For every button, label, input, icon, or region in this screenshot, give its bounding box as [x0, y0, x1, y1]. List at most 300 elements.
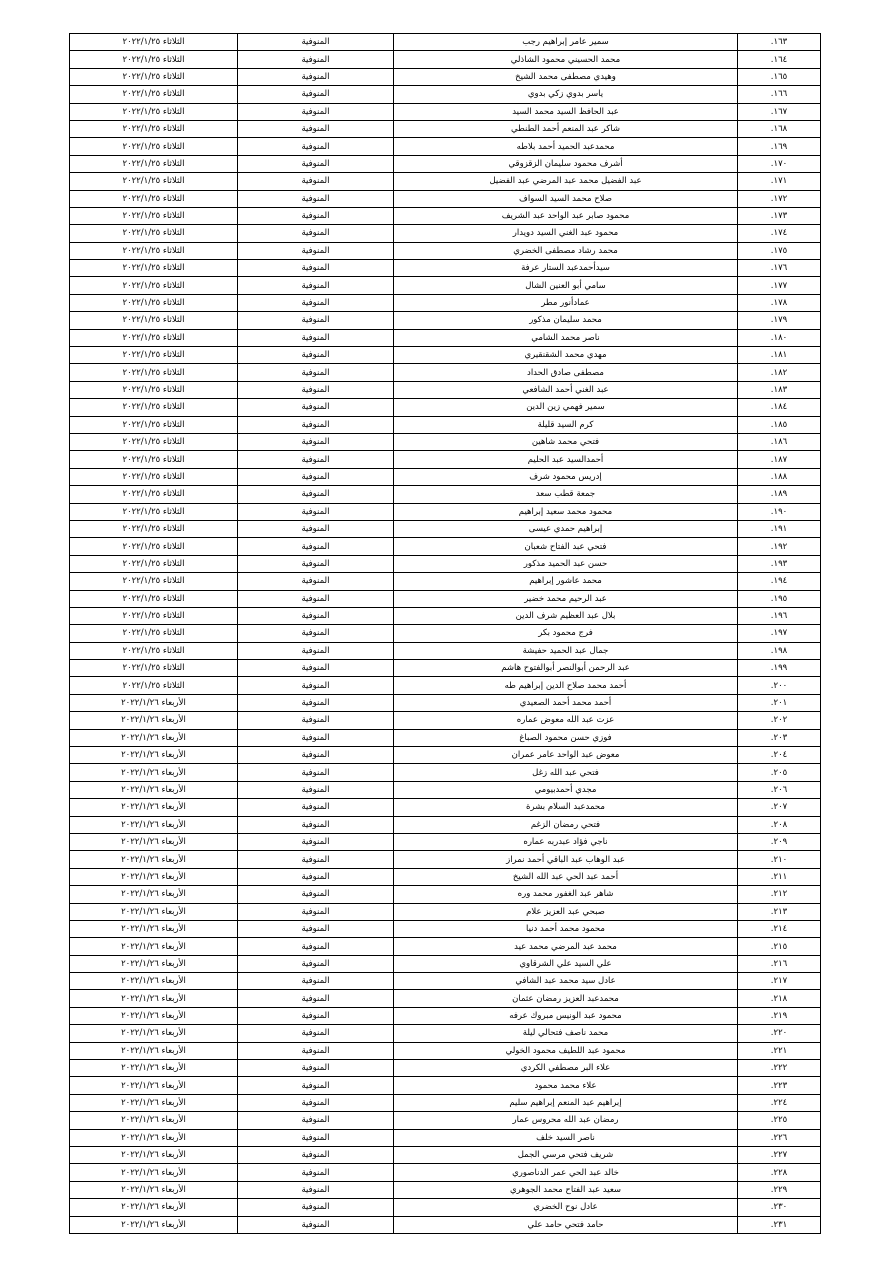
person-name: شريف فتحي مرسي الجمل: [394, 1147, 738, 1164]
date-cell: الأربعاء ٢٠٢٢/١/٢٦: [70, 1094, 238, 1111]
governorate: المنوفية: [238, 903, 394, 920]
governorate: المنوفية: [238, 729, 394, 746]
governorate: المنوفية: [238, 260, 394, 277]
governorate: المنوفية: [238, 1147, 394, 1164]
person-name: محمد ناصف فتحالي ليلة: [394, 1025, 738, 1042]
governorate: المنوفية: [238, 868, 394, 885]
person-name: محمود عبد الونيس مبروك عرفه: [394, 1007, 738, 1024]
date-cell: الثلاثاء ٢٠٢٢/١/٢٥: [70, 660, 238, 677]
person-name: سيدأحمدعبد الستار عرفة: [394, 260, 738, 277]
date-cell: الأربعاء ٢٠٢٢/١/٢٦: [70, 1199, 238, 1216]
date-cell: الثلاثاء ٢٠٢٢/١/٢٥: [70, 277, 238, 294]
governorate: المنوفية: [238, 851, 394, 868]
person-name: أشرف محمود سليمان الزقزوقي: [394, 155, 738, 172]
row-number: ٢١٣.: [738, 903, 821, 920]
row-number: ١٨٢.: [738, 364, 821, 381]
date-cell: الثلاثاء ٢٠٢٢/١/٢٥: [70, 207, 238, 224]
table-row: [70, 538, 821, 555]
row-number: ١٩٠.: [738, 503, 821, 520]
governorate: المنوفية: [238, 1060, 394, 1077]
date-cell: الأربعاء ٢٠٢٢/١/٢٦: [70, 955, 238, 972]
person-name: فوزي حسن محمود الصباغ: [394, 729, 738, 746]
governorate: المنوفية: [238, 486, 394, 503]
person-name: محمد رشاد مصطفى الخضري: [394, 242, 738, 259]
table-row: [70, 1077, 821, 1094]
governorate: المنوفية: [238, 207, 394, 224]
row-number: ٢١٤.: [738, 920, 821, 937]
table-row: [70, 1199, 821, 1216]
governorate: المنوفية: [238, 312, 394, 329]
date-cell: الثلاثاء ٢٠٢٢/١/٢٥: [70, 103, 238, 120]
governorate: المنوفية: [238, 103, 394, 120]
row-number: ١٨٥.: [738, 416, 821, 433]
governorate: المنوفية: [238, 712, 394, 729]
person-name: محمد سليمان مذكور: [394, 312, 738, 329]
table-row: [70, 103, 821, 120]
table-row: [70, 990, 821, 1007]
person-name: سامي أبو العنين الشال: [394, 277, 738, 294]
person-name: أحمد محمد صلاح الدين إبراهيم طه: [394, 677, 738, 694]
person-name: صبحي عبد العزيز علام: [394, 903, 738, 920]
row-number: ٢٠١.: [738, 694, 821, 711]
person-name: سمير عامر إبراهيم رجب: [394, 34, 738, 51]
date-cell: الثلاثاء ٢٠٢٢/١/٢٥: [70, 155, 238, 172]
person-name: حسن عبد الحميد مذكور: [394, 555, 738, 572]
person-name: فتحي رمضان الزغم: [394, 816, 738, 833]
row-number: ٢٢٥.: [738, 1112, 821, 1129]
governorate: المنوفية: [238, 973, 394, 990]
row-number: ١٩٢.: [738, 538, 821, 555]
date-cell: الأربعاء ٢٠٢٢/١/٢٦: [70, 1181, 238, 1198]
table-row: [70, 816, 821, 833]
date-cell: الثلاثاء ٢٠٢٢/١/٢٥: [70, 538, 238, 555]
table-row: [70, 677, 821, 694]
table-row: [70, 1060, 821, 1077]
date-cell: الثلاثاء ٢٠٢٢/١/٢٥: [70, 451, 238, 468]
table-row: [70, 34, 821, 51]
table-row: [70, 1042, 821, 1059]
person-name: خالد عبد الحي عمر الدناصوري: [394, 1164, 738, 1181]
row-number: ٢٠٧.: [738, 799, 821, 816]
person-name: محمدعبد السلام بشرة: [394, 799, 738, 816]
person-name: محمود محمد سعيد إبراهيم: [394, 503, 738, 520]
governorate: المنوفية: [238, 1164, 394, 1181]
governorate: المنوفية: [238, 607, 394, 624]
governorate: المنوفية: [238, 277, 394, 294]
person-name: حامد فتحي حامد علي: [394, 1216, 738, 1233]
governorate: المنوفية: [238, 34, 394, 51]
table-row: [70, 1112, 821, 1129]
row-number: ١٩٦.: [738, 607, 821, 624]
table-row: [70, 764, 821, 781]
date-cell: الأربعاء ٢٠٢٢/١/٢٦: [70, 920, 238, 937]
table-row: [70, 660, 821, 677]
governorate: المنوفية: [238, 416, 394, 433]
table-row: [70, 903, 821, 920]
row-number: ٢٢٣.: [738, 1077, 821, 1094]
person-name: محمد عبد المرضي محمد عيد: [394, 938, 738, 955]
person-name: جمال عبد الحميد حفيشة: [394, 642, 738, 659]
governorate: المنوفية: [238, 816, 394, 833]
date-cell: الأربعاء ٢٠٢٢/١/٢٦: [70, 729, 238, 746]
table-row: [70, 747, 821, 764]
table-row: [70, 1129, 821, 1146]
row-number: ١٨٦.: [738, 433, 821, 450]
date-cell: الأربعاء ٢٠٢٢/١/٢٦: [70, 1042, 238, 1059]
date-cell: الثلاثاء ٢٠٢٢/١/٢٥: [70, 86, 238, 103]
date-cell: الثلاثاء ٢٠٢٢/١/٢٥: [70, 677, 238, 694]
table-row: [70, 625, 821, 642]
table-row: [70, 1216, 821, 1233]
date-cell: الثلاثاء ٢٠٢٢/١/٢٥: [70, 416, 238, 433]
date-cell: الأربعاء ٢٠٢٢/١/٢٦: [70, 1164, 238, 1181]
table-row: [70, 260, 821, 277]
governorate: المنوفية: [238, 138, 394, 155]
row-number: ٢٢٩.: [738, 1181, 821, 1198]
table-row: [70, 712, 821, 729]
row-number: ١٩٩.: [738, 660, 821, 677]
row-number: ٢١٥.: [738, 938, 821, 955]
table-row: [70, 938, 821, 955]
person-name: محمد عاشور إبراهيم: [394, 573, 738, 590]
person-name: محمود محمد أحمد دنيا: [394, 920, 738, 937]
person-name: عادل سيد محمد عبد الشافي: [394, 973, 738, 990]
table-row: [70, 799, 821, 816]
date-cell: الثلاثاء ٢٠٢٢/١/٢٥: [70, 347, 238, 364]
date-cell: الثلاثاء ٢٠٢٢/١/٢٥: [70, 242, 238, 259]
person-name: علي السيد علي الشرقاوي: [394, 955, 738, 972]
date-cell: الأربعاء ٢٠٢٢/١/٢٦: [70, 1007, 238, 1024]
row-number: ١٦٨.: [738, 120, 821, 137]
row-number: ١٨١.: [738, 347, 821, 364]
date-cell: الثلاثاء ٢٠٢٢/١/٢٥: [70, 190, 238, 207]
row-number: ١٦٩.: [738, 138, 821, 155]
governorate: المنوفية: [238, 86, 394, 103]
date-cell: الأربعاء ٢٠٢٢/١/٢٦: [70, 973, 238, 990]
governorate: المنوفية: [238, 990, 394, 1007]
table-row: [70, 242, 821, 259]
row-number: ١٩١.: [738, 520, 821, 537]
person-name: عمادأنور مطر: [394, 294, 738, 311]
date-cell: الثلاثاء ٢٠٢٢/١/٢٥: [70, 173, 238, 190]
governorate: المنوفية: [238, 433, 394, 450]
governorate: المنوفية: [238, 625, 394, 642]
person-name: بلال عبد العظيم شرف الدين: [394, 607, 738, 624]
person-name: عبد الوهاب عبد الباقي أحمد نمراز: [394, 851, 738, 868]
row-number: ١٧٨.: [738, 294, 821, 311]
table-row: [70, 451, 821, 468]
date-cell: الثلاثاء ٢٠٢٢/١/٢٥: [70, 120, 238, 137]
row-number: ٢٠٠.: [738, 677, 821, 694]
governorate: المنوفية: [238, 468, 394, 485]
row-number: ٢٠٥.: [738, 764, 821, 781]
person-name: فتحي عبد الفتاح شعبان: [394, 538, 738, 555]
governorate: المنوفية: [238, 1007, 394, 1024]
date-cell: الثلاثاء ٢٠٢٢/١/٢٥: [70, 329, 238, 346]
row-number: ٢١٢.: [738, 886, 821, 903]
governorate: المنوفية: [238, 242, 394, 259]
table-row: [70, 364, 821, 381]
date-cell: الأربعاء ٢٠٢٢/١/٢٦: [70, 764, 238, 781]
person-name: ناصر السيد خلف: [394, 1129, 738, 1146]
date-cell: الثلاثاء ٢٠٢٢/١/٢٥: [70, 468, 238, 485]
person-name: محمود عبد الغني السيد دويدار: [394, 225, 738, 242]
row-number: ١٩٥.: [738, 590, 821, 607]
date-cell: الأربعاء ٢٠٢٢/١/٢٦: [70, 1216, 238, 1233]
row-number: ١٩٧.: [738, 625, 821, 642]
table-row: [70, 207, 821, 224]
row-number: ٢١٦.: [738, 955, 821, 972]
row-number: ١٩٤.: [738, 573, 821, 590]
table-row: [70, 381, 821, 398]
row-number: ٢٢٠.: [738, 1025, 821, 1042]
governorate: المنوفية: [238, 938, 394, 955]
person-name: ناجي فؤاد عبدربه عماره: [394, 833, 738, 850]
date-cell: الثلاثاء ٢٠٢٢/١/٢٥: [70, 364, 238, 381]
row-number: ١٦٧.: [738, 103, 821, 120]
table-row: [70, 1147, 821, 1164]
table-row: [70, 1181, 821, 1198]
document-page: [69, 33, 820, 1234]
row-number: ٢٠٣.: [738, 729, 821, 746]
person-name: شاهر عبد الغفور محمد وره: [394, 886, 738, 903]
governorate: المنوفية: [238, 1077, 394, 1094]
person-name: محمود عبد اللطيف محمود الخولي: [394, 1042, 738, 1059]
row-number: ٢٣٠.: [738, 1199, 821, 1216]
table-row: [70, 920, 821, 937]
table-row: [70, 486, 821, 503]
governorate: المنوفية: [238, 1025, 394, 1042]
date-cell: الثلاثاء ٢٠٢٢/١/٢٥: [70, 381, 238, 398]
governorate: المنوفية: [238, 451, 394, 468]
date-cell: الثلاثاء ٢٠٢٢/١/٢٥: [70, 51, 238, 68]
date-cell: الثلاثاء ٢٠٢٢/١/٢٥: [70, 573, 238, 590]
row-number: ١٧٤.: [738, 225, 821, 242]
date-cell: الأربعاء ٢٠٢٢/١/٢٦: [70, 886, 238, 903]
row-number: ٢٣١.: [738, 1216, 821, 1233]
row-number: ٢٠٨.: [738, 816, 821, 833]
date-cell: الثلاثاء ٢٠٢٢/١/٢٥: [70, 642, 238, 659]
person-name: عبد الحافظ السيد محمد السيد: [394, 103, 738, 120]
row-number: ٢٢٧.: [738, 1147, 821, 1164]
governorate: المنوفية: [238, 520, 394, 537]
governorate: المنوفية: [238, 329, 394, 346]
table-row: [70, 86, 821, 103]
date-cell: الثلاثاء ٢٠٢٢/١/٢٥: [70, 607, 238, 624]
date-cell: الأربعاء ٢٠٢٢/١/٢٦: [70, 938, 238, 955]
row-number: ١٧٧.: [738, 277, 821, 294]
governorate: المنوفية: [238, 155, 394, 172]
governorate: المنوفية: [238, 120, 394, 137]
table-row: [70, 1094, 821, 1111]
date-cell: الأربعاء ٢٠٢٢/١/٢٦: [70, 747, 238, 764]
row-number: ٢٢٦.: [738, 1129, 821, 1146]
person-name: محمدعبد الحميد أحمد بلاطه: [394, 138, 738, 155]
date-cell: الثلاثاء ٢٠٢٢/١/٢٥: [70, 590, 238, 607]
person-name: كرم السيد قليلة: [394, 416, 738, 433]
table-row: [70, 642, 821, 659]
person-name: إدريس محمود شرف: [394, 468, 738, 485]
row-number: ٢١٩.: [738, 1007, 821, 1024]
table-row: [70, 520, 821, 537]
person-name: إبراهيم حمدي عيسى: [394, 520, 738, 537]
date-cell: الأربعاء ٢٠٢٢/١/٢٦: [70, 851, 238, 868]
row-number: ١٧٩.: [738, 312, 821, 329]
date-cell: الأربعاء ٢٠٢٢/١/٢٦: [70, 990, 238, 1007]
governorate: المنوفية: [238, 1181, 394, 1198]
person-name: أحمد عبد الحي عبد الله الشيخ: [394, 868, 738, 885]
date-cell: الأربعاء ٢٠٢٢/١/٢٦: [70, 1025, 238, 1042]
table-row: [70, 851, 821, 868]
table-row: [70, 277, 821, 294]
date-cell: الثلاثاء ٢٠٢٢/١/٢٥: [70, 312, 238, 329]
row-number: ١٨٠.: [738, 329, 821, 346]
person-name: ياسر بدوي زكي بدوي: [394, 86, 738, 103]
row-number: ٢٢٨.: [738, 1164, 821, 1181]
table-row: [70, 781, 821, 798]
date-cell: الثلاثاء ٢٠٢٢/١/٢٥: [70, 399, 238, 416]
row-number: ١٧٢.: [738, 190, 821, 207]
governorate: المنوفية: [238, 747, 394, 764]
date-cell: الأربعاء ٢٠٢٢/١/٢٦: [70, 712, 238, 729]
row-number: ٢٠٤.: [738, 747, 821, 764]
governorate: المنوفية: [238, 364, 394, 381]
date-cell: الثلاثاء ٢٠٢٢/١/٢٥: [70, 138, 238, 155]
person-name: مهدي محمد الشقنقيري: [394, 347, 738, 364]
table-row: [70, 329, 821, 346]
governorate: المنوفية: [238, 68, 394, 85]
row-number: ١٦٣.: [738, 34, 821, 51]
governorate: المنوفية: [238, 173, 394, 190]
person-name: فتحي عبد الله زغل: [394, 764, 738, 781]
table-row: [70, 503, 821, 520]
person-name: عبد الرحيم محمد خضير: [394, 590, 738, 607]
governorate: المنوفية: [238, 555, 394, 572]
person-name: صلاح محمد السيد السواف: [394, 190, 738, 207]
table-row: [70, 155, 821, 172]
table-row: [70, 416, 821, 433]
person-name: فرج محمود بكر: [394, 625, 738, 642]
governorate: المنوفية: [238, 799, 394, 816]
table-row: [70, 1025, 821, 1042]
governorate: المنوفية: [238, 660, 394, 677]
row-number: ١٧٦.: [738, 260, 821, 277]
row-number: ١٨٩.: [738, 486, 821, 503]
table-row: [70, 1007, 821, 1024]
date-cell: الثلاثاء ٢٠٢٢/١/٢٥: [70, 555, 238, 572]
date-cell: الأربعاء ٢٠٢٢/١/٢٦: [70, 1112, 238, 1129]
person-name: مصطفى صادق الحداد: [394, 364, 738, 381]
date-cell: الأربعاء ٢٠٢٢/١/٢٦: [70, 1077, 238, 1094]
date-cell: الأربعاء ٢٠٢٢/١/٢٦: [70, 781, 238, 798]
row-number: ٢٢٢.: [738, 1060, 821, 1077]
date-cell: الثلاثاء ٢٠٢٢/١/٢٥: [70, 503, 238, 520]
table-row: [70, 347, 821, 364]
governorate: المنوفية: [238, 677, 394, 694]
row-number: ٢١١.: [738, 868, 821, 885]
table-row: [70, 294, 821, 311]
person-name: علاء البر مصطفي الكردي: [394, 1060, 738, 1077]
governorate: المنوفية: [238, 1199, 394, 1216]
row-number: ١٨٧.: [738, 451, 821, 468]
table-row: [70, 51, 821, 68]
governorate: المنوفية: [238, 833, 394, 850]
governorate: المنوفية: [238, 886, 394, 903]
table-row: [70, 868, 821, 885]
governorate: المنوفية: [238, 503, 394, 520]
row-number: ٢١٠.: [738, 851, 821, 868]
row-number: ١٧٣.: [738, 207, 821, 224]
table-row: [70, 433, 821, 450]
person-name: سعيد عبد الفتاح محمد الجوهري: [394, 1181, 738, 1198]
table-row: [70, 1164, 821, 1181]
governorate: المنوفية: [238, 781, 394, 798]
date-cell: الأربعاء ٢٠٢٢/١/٢٦: [70, 903, 238, 920]
row-number: ٢٢٤.: [738, 1094, 821, 1111]
date-cell: الثلاثاء ٢٠٢٢/١/٢٥: [70, 68, 238, 85]
person-name: فتحي محمد شاهين: [394, 433, 738, 450]
row-number: ٢١٨.: [738, 990, 821, 1007]
table-row: [70, 973, 821, 990]
date-cell: الثلاثاء ٢٠٢٢/١/٢٥: [70, 34, 238, 51]
date-cell: الثلاثاء ٢٠٢٢/١/٢٥: [70, 625, 238, 642]
person-name: ناصر محمد الشامي: [394, 329, 738, 346]
date-cell: الثلاثاء ٢٠٢٢/١/٢٥: [70, 294, 238, 311]
date-cell: الثلاثاء ٢٠٢٢/١/٢٥: [70, 520, 238, 537]
person-name: عبد الفضيل محمد عبد المرضي عبد الفضيل: [394, 173, 738, 190]
table-row: [70, 886, 821, 903]
person-name: جمعة قطب سعد: [394, 486, 738, 503]
governorate: المنوفية: [238, 347, 394, 364]
table-row: [70, 833, 821, 850]
date-cell: الأربعاء ٢٠٢٢/١/٢٦: [70, 816, 238, 833]
person-name: علاء محمد محمود: [394, 1077, 738, 1094]
person-name: مجدي أحمدبيومي: [394, 781, 738, 798]
row-number: ١٨٣.: [738, 381, 821, 398]
table-row: [70, 729, 821, 746]
governorate: المنوفية: [238, 1094, 394, 1111]
date-cell: الأربعاء ٢٠٢٢/١/٢٦: [70, 833, 238, 850]
person-name: عادل نوح الخضري: [394, 1199, 738, 1216]
table-row: [70, 173, 821, 190]
governorate: المنوفية: [238, 955, 394, 972]
table-row: [70, 138, 821, 155]
row-number: ١٩٣.: [738, 555, 821, 572]
person-name: محمد الحسيني محمود الشاذلي: [394, 51, 738, 68]
row-number: ٢٠٩.: [738, 833, 821, 850]
date-cell: الأربعاء ٢٠٢٢/١/٢٦: [70, 799, 238, 816]
table-row: [70, 120, 821, 137]
table-row: [70, 190, 821, 207]
person-name: إبراهيم عبد المنعم إبراهيم سليم: [394, 1094, 738, 1111]
person-name: رمضان عبد الله محروس عمار: [394, 1112, 738, 1129]
governorate: المنوفية: [238, 1042, 394, 1059]
governorate: المنوفية: [238, 764, 394, 781]
governorate: المنوفية: [238, 573, 394, 590]
table-row: [70, 68, 821, 85]
governorate: المنوفية: [238, 51, 394, 68]
governorate: المنوفية: [238, 381, 394, 398]
governorate: المنوفية: [238, 1216, 394, 1233]
governorate: المنوفية: [238, 590, 394, 607]
date-cell: الأربعاء ٢٠٢٢/١/٢٦: [70, 868, 238, 885]
row-number: ٢١٧.: [738, 973, 821, 990]
names-table: [69, 33, 821, 1234]
person-name: أحمد محمد أحمد الصعيدي: [394, 694, 738, 711]
row-number: ١٦٦.: [738, 86, 821, 103]
row-number: ١٨٨.: [738, 468, 821, 485]
table-row: [70, 555, 821, 572]
